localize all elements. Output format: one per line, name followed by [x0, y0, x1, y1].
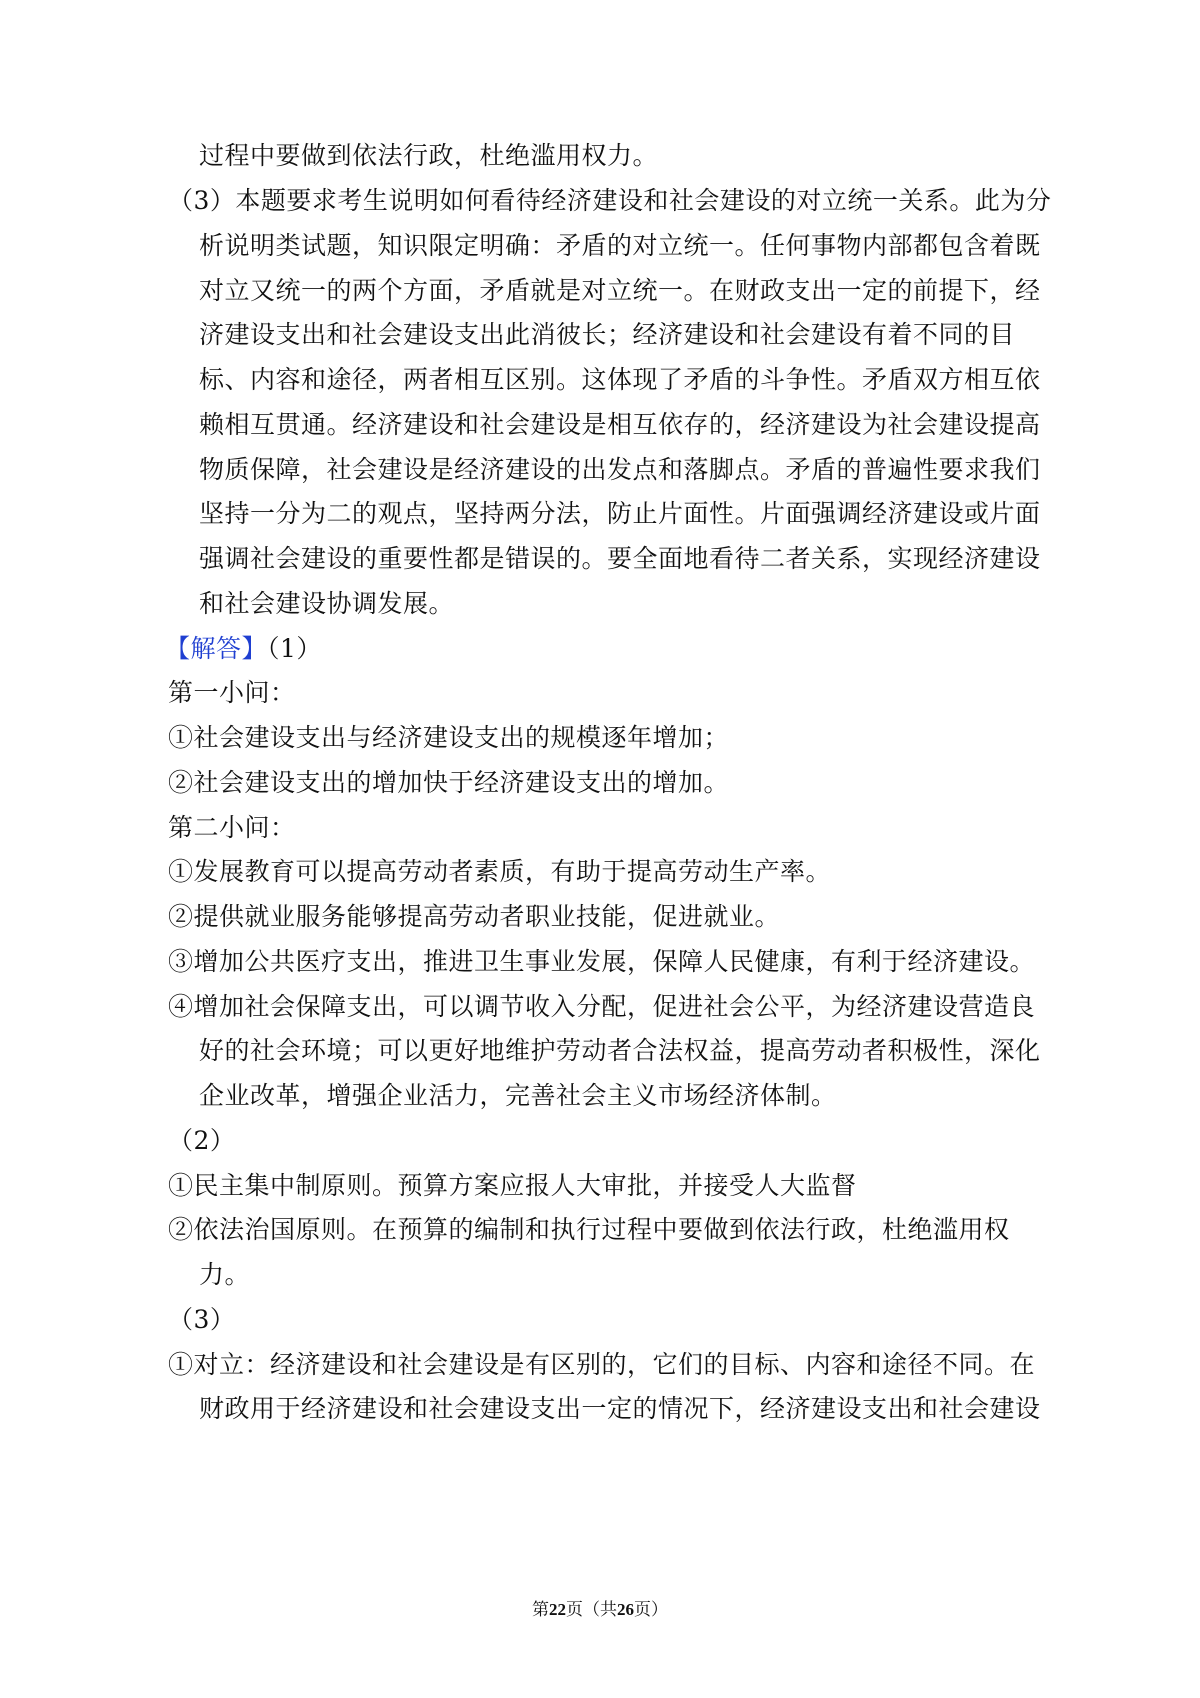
- part2-label: （2）: [168, 1126, 236, 1155]
- answer-item: 财政用于经济建设和社会建设支出一定的情况下，经济建设支出和社会建设: [199, 1394, 1041, 1423]
- analysis-line: （3）本题要求考生说明如何看待经济建设和社会建设的对立统一关系。此为分: [168, 186, 1052, 215]
- answer-item: 力。: [199, 1260, 251, 1289]
- answer-item: ①民主集中制原则。预算方案应报人大审批，并接受人大监督: [168, 1171, 857, 1200]
- page-footer: 第22页（共26页）: [532, 1600, 668, 1620]
- sub-question-title: 第二小问：: [168, 813, 296, 842]
- analysis-line: 赖相互贯通。经济建设和社会建设是相互依存的，经济建设为社会建设提高: [199, 410, 1041, 439]
- answer-item: ①发展教育可以提高劳动者素质，有助于提高劳动生产率。: [168, 857, 832, 886]
- answer-item: 好的社会环境；可以更好地维护劳动者合法权益，提高劳动者积极性，深化: [199, 1036, 1041, 1065]
- analysis-line: 标、内容和途径，两者相互区别。这体现了矛盾的斗争性。矛盾双方相互依: [199, 365, 1041, 394]
- answer-item: ②提供就业服务能够提高劳动者职业技能，促进就业。: [168, 902, 781, 931]
- answer-item: ①对立：经济建设和社会建设是有区别的，它们的目标、内容和途径不同。在: [168, 1350, 1036, 1379]
- analysis-line: 对立又统一的两个方面，矛盾就是对立统一。在财政支出一定的前提下，经: [199, 276, 1041, 305]
- answer-item: ④增加社会保障支出，可以调节收入分配，促进社会公平，为经济建设营造良: [168, 992, 1036, 1021]
- answer-item: 企业改革，增强企业活力，完善社会主义市场经济体制。: [199, 1081, 837, 1110]
- answer-header: [165, 634, 322, 664]
- analysis-line: 析说明类试题，知识限定明确：矛盾的对立统一。任何事物内部都包含着既: [199, 231, 1041, 260]
- analysis-line: 物质保障，社会建设是经济建设的出发点和落脚点。矛盾的普遍性要求我们: [199, 455, 1041, 484]
- part3-label: （3）: [168, 1305, 236, 1334]
- part1-label: （1）: [267, 634, 322, 663]
- analysis-line: 强调社会建设的重要性都是错误的。要全面地看待二者关系，实现经济建设: [199, 544, 1041, 573]
- answer-item: ②依法治国原则。在预算的编制和执行过程中要做到依法行政，杜绝滥用权: [168, 1215, 1010, 1244]
- answer-label: 【解答】: [165, 634, 268, 663]
- page-number: 22: [549, 1600, 566, 1619]
- analysis-line: 坚持一分为二的观点，坚持两分法，防止片面性。片面强调经济建设或片面: [199, 499, 1041, 528]
- answer-item: ③增加公共医疗支出，推进卫生事业发展，保障人民健康，有利于经济建设。: [168, 947, 1036, 976]
- analysis-line: 和社会建设协调发展。: [199, 589, 455, 618]
- answer-item: ②社会建设支出的增加快于经济建设支出的增加。: [168, 768, 730, 797]
- answer-item: ①社会建设支出与经济建设支出的规模逐年增加；: [168, 723, 730, 752]
- total-pages: 26: [617, 1600, 634, 1619]
- analysis-line: 济建设支出和社会建设支出此消彼长；经济建设和社会建设有着不同的目: [199, 320, 1016, 349]
- paragraph-continuation: 过程中要做到依法行政，杜绝滥用权力。: [199, 141, 659, 170]
- sub-question-title: 第一小问：: [168, 678, 296, 707]
